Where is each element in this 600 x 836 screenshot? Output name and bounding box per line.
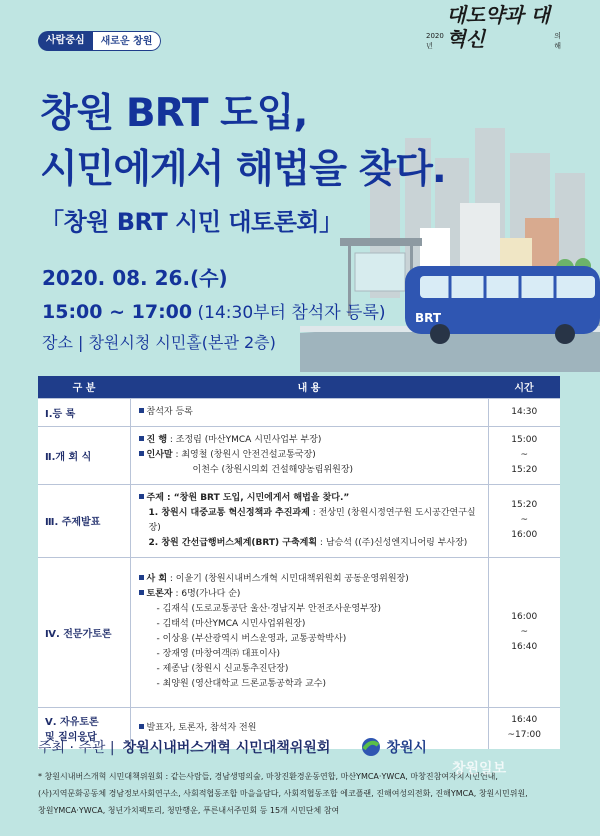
bullet-icon bbox=[139, 494, 144, 499]
bullet-icon bbox=[139, 590, 144, 595]
content-text: - 이상용 (부산광역시 버스운영과, 교통공학박사) bbox=[156, 634, 347, 644]
content-text: 참석자 등록 bbox=[146, 406, 193, 417]
content-line bbox=[139, 662, 480, 677]
content-line bbox=[139, 617, 480, 632]
city-logo bbox=[360, 736, 427, 758]
brand-main: 대도약과 대혁신 bbox=[446, 3, 550, 51]
content-label: 토론자 bbox=[146, 589, 173, 599]
content-line bbox=[139, 587, 480, 602]
row-section: Ⅴ. 자유토론 및 질의응답 bbox=[38, 707, 130, 749]
schedule-row bbox=[38, 398, 560, 426]
host-label: 주최 · 주관 | bbox=[38, 740, 115, 756]
slogan-badge bbox=[38, 31, 161, 51]
content-label: 사 회 bbox=[146, 574, 168, 584]
content-text: - 최양원 (영산대학교 드론교통공학과 교수) bbox=[156, 679, 327, 689]
schedule-table bbox=[38, 376, 560, 749]
row-section: Ⅱ.개 회 식 bbox=[38, 426, 130, 484]
bus-label: BRT bbox=[415, 311, 442, 325]
content-text: : 전상민 (창원시정연구원 도시공간연구실장) bbox=[148, 507, 476, 533]
event-subtitle: 「창원 BRT 시민 대토론회」 bbox=[40, 208, 343, 236]
bullet-icon bbox=[139, 436, 144, 441]
host-org: 창원시내버스개혁 시민대책위원회 bbox=[122, 740, 331, 756]
poster-hero bbox=[0, 0, 600, 372]
title-line-2: 시민에게서 해법을 찾다. bbox=[40, 147, 446, 192]
row-section: Ⅲ. 주제발표 bbox=[38, 484, 130, 557]
title-line-1: 창원 BRT 도입, bbox=[40, 91, 308, 136]
content-line bbox=[139, 721, 480, 736]
event-time-main: 15:00 ~ 17:00 bbox=[42, 301, 193, 323]
content-label: 주제 : “창원 BRT 도입, 시민에게서 해법을 찾다.” bbox=[146, 492, 350, 503]
schedule-row bbox=[38, 484, 560, 557]
row-time: 15:20 ~ 16:00 bbox=[488, 484, 560, 557]
content-text: - 제종남 (창원시 신교통추진단장) bbox=[156, 664, 289, 674]
row-section: Ⅳ. 전문가토론 bbox=[38, 557, 130, 707]
content-text: : 6명(가나다 순) bbox=[172, 589, 241, 599]
schedule-body bbox=[38, 398, 560, 749]
content-line bbox=[139, 506, 480, 536]
row-section: Ⅰ.등 록 bbox=[38, 398, 130, 426]
content-line bbox=[139, 602, 480, 617]
row-content bbox=[130, 484, 488, 557]
badge-left: 사람중심 bbox=[38, 31, 93, 51]
note-line: * 창원시내버스개혁 시민대책위원회 : 같는사람들, 경남생명의숲, 마창진환경운동연합, 마산YMCA·YWCA, 마창진참여자치시민연대, bbox=[38, 772, 498, 781]
row-time: 16:40 ~17:00 bbox=[488, 707, 560, 749]
row-time: 14:30 bbox=[488, 398, 560, 426]
content-text: : 이윤기 (창원시내버스개혁 시민대책위원회 공동운영위원장) bbox=[167, 574, 409, 584]
content-line bbox=[139, 647, 480, 662]
content-line bbox=[139, 405, 480, 420]
event-place: 장소 | 창원시청 시민홀(본관 2층) bbox=[42, 333, 276, 352]
watermark: 창원일보 bbox=[452, 761, 507, 777]
year-brand bbox=[426, 3, 566, 51]
content-text: : 남승석 ((주)신성엔지니어링 부사장) bbox=[317, 537, 468, 548]
content-text: : 조정림 (마산YMCA 시민사업부 부장) bbox=[167, 434, 322, 445]
brand-suffix: 의 해 bbox=[554, 32, 562, 50]
bullet-icon bbox=[139, 724, 144, 729]
schedule-row bbox=[38, 426, 560, 484]
content-text: - 김태석 (마산YMCA 시민사업위원장) bbox=[156, 619, 306, 629]
header-section: 구 분 bbox=[38, 376, 130, 398]
event-time bbox=[42, 298, 386, 323]
row-time: 16:00 ~ 16:40 bbox=[488, 557, 560, 707]
content-text: - 김재식 (도로교통공단 울산·경남지부 안전조사운영부장) bbox=[156, 604, 382, 614]
content-text: 발표자, 토론자, 참석자 전원 bbox=[146, 722, 257, 733]
content-line bbox=[139, 463, 480, 478]
row-content bbox=[130, 426, 488, 484]
host-info bbox=[38, 736, 560, 758]
brand-year: 2020년 bbox=[426, 32, 444, 50]
event-time-note: (14:30부터 참석자 등록) bbox=[197, 303, 386, 323]
content-line bbox=[139, 433, 480, 448]
city-emblem-icon bbox=[360, 736, 382, 758]
schedule-row bbox=[38, 557, 560, 707]
content-text: : 최영철 (창원시 안전건설교통국장) bbox=[172, 449, 316, 460]
content-label: 2. 창원 간선급행버스체계(BRT) 구축계획 bbox=[148, 537, 318, 548]
brt-bus bbox=[405, 266, 600, 344]
bullet-icon bbox=[139, 575, 144, 580]
content-text: - 장재영 (마창여객㈜ 대표이사) bbox=[156, 649, 280, 659]
note-line: 창원YMCA·YWCA, 청년가치팩토리, 청만행운, 푸른내서주민회 등 15개 시민단체 참여 bbox=[38, 806, 340, 815]
content-label: 진 행 bbox=[146, 434, 168, 445]
note-line: (사)지역문화공동체 경남정보사회연구소, 사회적협동조합 마을을담다, 사회적협동조합 에코플랜, 진해여성의전화, 진해YMCA, 창원시민위원, bbox=[38, 789, 528, 798]
schedule-header-row bbox=[38, 376, 560, 398]
content-line bbox=[139, 677, 480, 692]
city-name: 창원시 bbox=[386, 740, 427, 756]
row-content bbox=[130, 398, 488, 426]
bullet-icon bbox=[139, 451, 144, 456]
content-line bbox=[139, 448, 480, 463]
event-date: 2020. 08. 26.(수) bbox=[42, 266, 228, 290]
content-line bbox=[139, 536, 480, 551]
content-label: 1. 창원시 대중교통 혁신정책과 추진과제 bbox=[148, 507, 310, 518]
content-line bbox=[139, 491, 480, 506]
header-time: 시간 bbox=[488, 376, 560, 398]
content-text: 이천수 (창원시의회 건설해양농림위원장) bbox=[192, 464, 354, 475]
badge-right: 새로운 창원 bbox=[93, 31, 162, 51]
content-line bbox=[139, 632, 480, 647]
content-label: 인사말 bbox=[146, 449, 173, 460]
row-content bbox=[130, 557, 488, 707]
header-content: 내 용 bbox=[130, 376, 488, 398]
bullet-icon bbox=[139, 408, 144, 413]
content-line bbox=[139, 572, 480, 587]
row-time: 15:00 ~ 15:20 bbox=[488, 426, 560, 484]
